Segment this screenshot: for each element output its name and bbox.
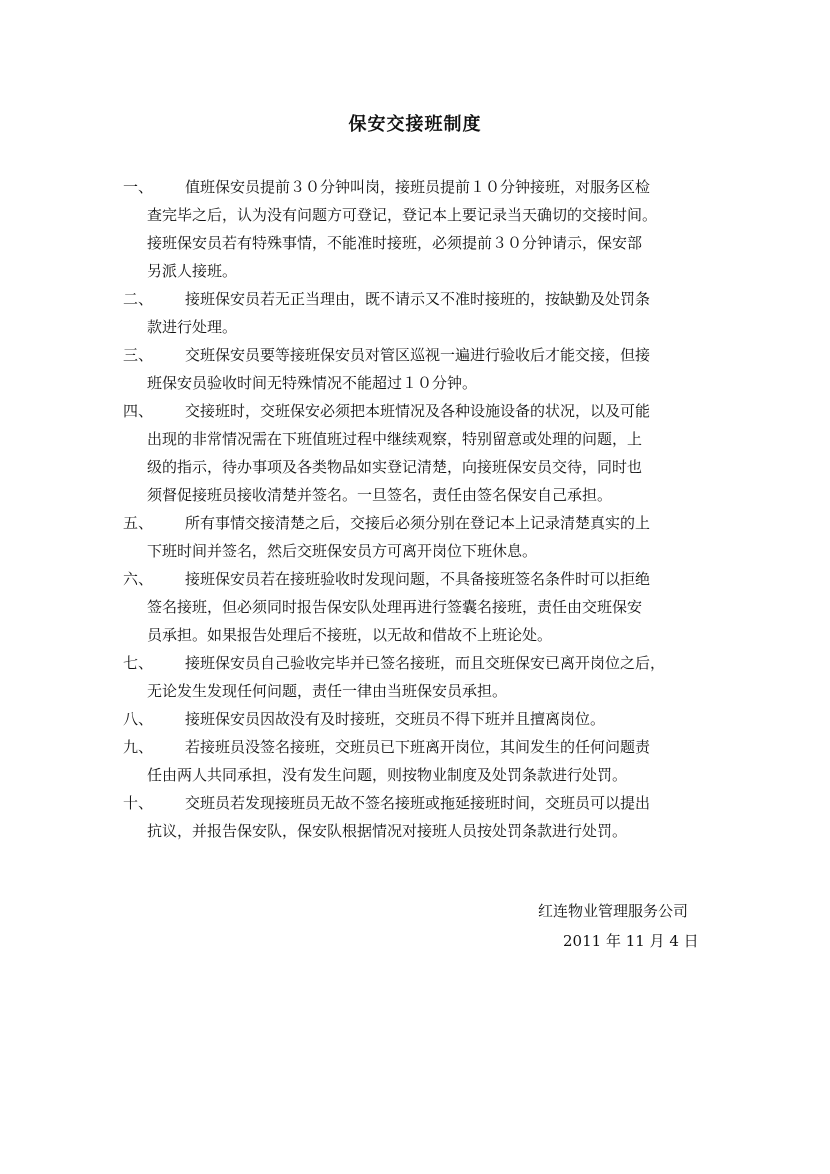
rule-text-line: 抗议，并报告保安队，保安队根据情况对接班人员按处罚条款进行处罚。 <box>147 822 628 840</box>
rule-text-line: 交接班时，交班保安必须把本班情况及各种设施设备的状况，以及可能 <box>185 402 651 420</box>
rule-text-line: 接班保安员自己验收完毕并已签名接班，而且交班保安已离开岗位之后， <box>185 654 666 672</box>
rule-text-line: 无论发生发现任何问题，责任一律由当班保安员承担。 <box>147 682 508 700</box>
rule-text-line: 员承担。如果报告处理后不接班，以无故和借故不上班论处。 <box>147 626 553 644</box>
rule-number: 七、 <box>123 654 154 672</box>
rule-text-line: 接班保安员因故没有及时接班，交班员不得下班并且擅离岗位。 <box>185 710 606 728</box>
rule-text-line: 须督促接班员接收清楚并签名。一旦签名，责任由签名保安自己承担。 <box>147 486 613 504</box>
rule-text-line: 值班保安员提前３０分钟叫岗，接班员提前１０分钟接班，对服务区检 <box>185 178 651 196</box>
rule-text-line: 款进行处理。 <box>147 318 238 336</box>
rule-number: 六、 <box>123 570 154 588</box>
rule-text-line: 若接班员没签名接班，交班员已下班离开岗位，其间发生的任何问题责 <box>185 738 651 756</box>
rule-number: 四、 <box>123 402 154 420</box>
rule-number: 十、 <box>123 794 154 812</box>
rule-text-line: 任由两人共同承担，没有发生问题，则按物业制度及处罚条款进行处罚。 <box>147 766 628 784</box>
rule-number: 五、 <box>123 514 154 532</box>
rule-text-line: 所有事情交接清楚之后，交接后必须分别在登记本上记录清楚真实的上 <box>185 514 651 532</box>
rule-text-line: 交班保安员要等接班保安员对管区巡视一遍进行验收后才能交接，但接 <box>185 346 651 364</box>
rule-text-line: 班保安员验收时间无特殊情况不能超过１０分钟。 <box>147 374 478 392</box>
rule-number: 八、 <box>123 710 154 728</box>
rule-number: 三、 <box>123 346 154 364</box>
rule-item <box>123 733 713 789</box>
rule-number: 九、 <box>123 738 154 756</box>
rule-item <box>123 789 713 845</box>
rule-text-line: 另派人接班。 <box>147 262 238 280</box>
rule-item <box>123 509 713 565</box>
rule-text-line: 接班保安员若有特殊事情，不能准时接班，必须提前３０分钟请示，保安部 <box>147 234 643 252</box>
rule-text-line: 出现的非常情况需在下班值班过程中继续观察，特别留意或处理的问题，上 <box>147 430 643 448</box>
rule-number: 一、 <box>123 178 154 196</box>
document-date: 2011 年 11 月 4 日 <box>563 932 699 950</box>
rule-item <box>123 565 713 649</box>
rule-item <box>123 341 713 397</box>
rule-text-line: 下班时间并签名，然后交班保安员方可离开岗位下班休息。 <box>147 542 538 560</box>
rules-list <box>123 173 713 845</box>
rule-text-line: 交班员若发现接班员无故不签名接班或拖延接班时间，交班员可以提出 <box>185 794 651 812</box>
rule-text-line: 级的指示，待办事项及各类物品如实登记清楚，向接班保安员交待，同时也 <box>147 458 643 476</box>
rule-text-line: 签名接班，但必须同时报告保安队处理再进行签囊名接班，责任由交班保安 <box>147 598 643 616</box>
rule-item <box>123 705 713 733</box>
rule-item <box>123 397 713 509</box>
rule-text-line: 接班保安员若无正当理由，既不请示又不准时接班的，按缺勤及处罚条 <box>185 290 651 308</box>
document-title: 保安交接班制度 <box>348 114 482 135</box>
rule-text-line: 查完毕之后，认为没有问题方可登记，登记本上要记录当天确切的交接时间。 <box>147 206 658 224</box>
rule-item <box>123 173 713 285</box>
rule-text-line: 接班保安员若在接班验收时发现问题，不具备接班签名条件时可以拒绝 <box>185 570 651 588</box>
rule-item <box>123 649 713 705</box>
rule-item <box>123 285 713 341</box>
company-name: 红连物业管理服务公司 <box>538 902 689 920</box>
rule-number: 二、 <box>123 290 154 308</box>
